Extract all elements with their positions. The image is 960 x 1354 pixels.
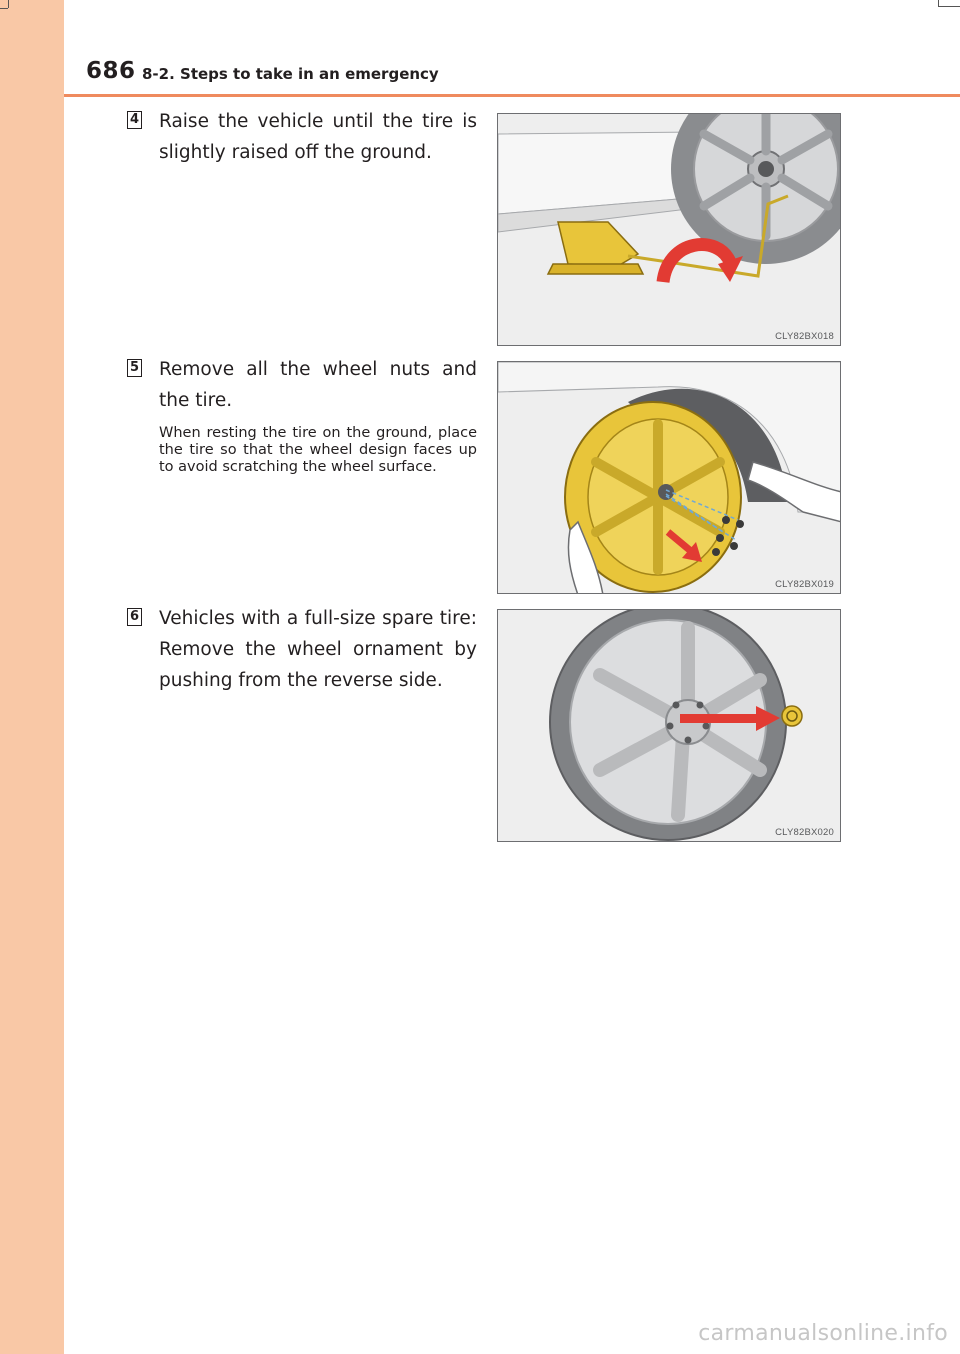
- jack-raise-illustration: [498, 114, 841, 346]
- page-number: 686: [86, 58, 136, 84]
- crop-mark-right-h: [938, 6, 960, 7]
- step-number-badge: 4: [127, 111, 142, 129]
- crop-mark-left-h: [0, 8, 8, 9]
- header-rule: [64, 94, 960, 97]
- step-number-badge: 5: [127, 359, 142, 377]
- figure-jack-raise: [497, 113, 841, 346]
- wheel-ornament-illustration: [498, 610, 841, 842]
- section-title: 8-2. Steps to take in an emergency: [142, 65, 439, 83]
- step-instruction: Raise the vehicle until the tire is slightly raised off the ground.: [159, 111, 477, 163]
- remove-tire-illustration: [498, 362, 841, 594]
- chapter-side-tab: [0, 0, 64, 1354]
- step-instruction: Remove all the wheel nuts and the tire.: [159, 359, 477, 411]
- crop-mark-left: [8, 0, 9, 8]
- step-instruction: Vehicles with a full-size spare tire: Remove the wheel ornament by pushing from the reverse side.: [159, 608, 477, 691]
- step-note: When resting the tire on the ground, place the tire so that the wheel design faces up to avoid scratching the wheel surface.: [159, 425, 477, 475]
- figure-code: CLY82BX019: [775, 579, 834, 590]
- figure-code: CLY82BX020: [775, 827, 834, 838]
- step-number-badge: 6: [127, 608, 142, 626]
- figure-wheel-ornament: [497, 609, 841, 842]
- watermark: carmanualsonline.info: [698, 1321, 948, 1346]
- figure-remove-tire: [497, 361, 841, 594]
- figure-code: CLY82BX018: [775, 331, 834, 342]
